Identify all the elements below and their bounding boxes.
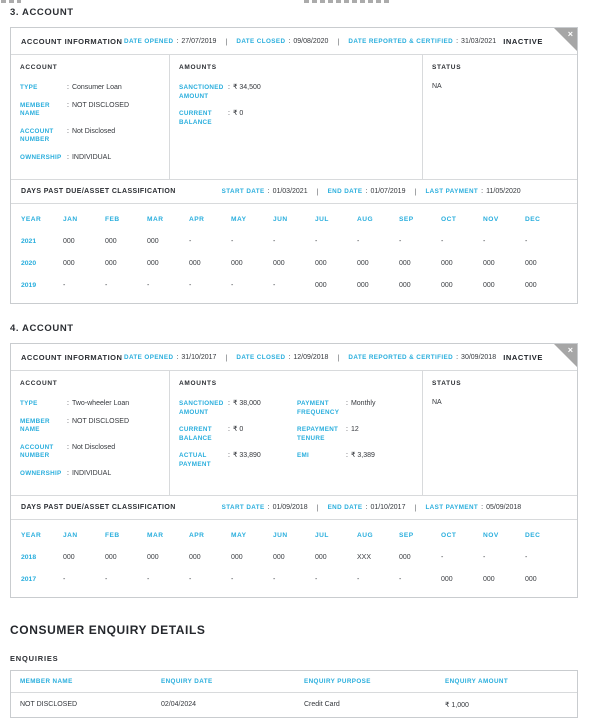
dpd-col-header: YEAR [21,531,42,539]
table-row [11,693,577,717]
dpd-value: - [357,237,360,245]
pipe-separator [225,353,227,362]
colon-separator [288,38,290,45]
start-date-value: 01/03/2021 [272,188,308,195]
dpd-col-header: APR [189,215,205,223]
close-icon[interactable]: × [567,345,573,355]
field-value: ₹ 3,389 [350,452,375,459]
ownership-field [20,153,160,163]
enquiries-header-row [11,671,577,693]
enq-amount: ₹ 1,000 [445,702,469,709]
pipe-separator [337,353,339,362]
dpd-table [11,203,577,303]
colon-separator [268,504,270,511]
dpd-col-header: JUN [273,531,288,539]
account-info-title: ACCOUNT INFORMATION [21,37,123,46]
date-reported-group [348,354,496,361]
colon-separator [67,101,69,119]
dpd-col-header: OCT [441,215,457,223]
account-3-card [10,27,578,304]
end-date-group [328,504,406,511]
dpd-header-strip [11,179,577,203]
field-value: ₹ 34,500 [232,84,261,91]
dpd-value: 000 [315,281,327,289]
dpd-value: - [399,237,402,245]
colon-separator [228,109,230,127]
dpd-col-header: OCT [441,531,457,539]
field-label: CURRENT BALANCE [179,426,212,442]
field-label: ACCOUNT NUMBER [20,443,54,459]
dpd-col-header: JUL [315,215,329,223]
member-name-field [20,417,160,435]
amounts-panel [169,371,423,495]
dpd-col-header: AUG [357,215,374,223]
dpd-col-header: FEB [105,531,120,539]
enq-purpose: Credit Card [304,701,340,708]
field-value: Two-wheeler Loan [71,400,130,407]
field-label: ACTUAL PAYMENT [179,452,211,468]
start-date-value: 01/09/2018 [272,504,308,511]
end-date-value: 01/07/2019 [370,188,406,195]
field-value: ₹ 38,000 [232,400,261,407]
colon-separator [228,425,230,443]
field-label: TYPE [20,84,38,91]
dpd-value: - [273,237,276,245]
colon-separator [346,399,348,417]
dpd-value: - [231,237,234,245]
colon-separator [346,425,348,443]
status-panel-title: STATUS [432,380,462,387]
date-closed-value: 12/09/2018 [293,354,329,361]
dpd-value: - [273,281,276,289]
dpd-value: 000 [399,259,411,267]
amounts-column [179,399,297,477]
dpd-value: - [441,553,444,561]
dpd-value: 000 [525,259,537,267]
start-date-group [222,188,308,195]
dpd-value: 000 [63,259,75,267]
colon-separator [228,451,230,469]
dpd-value: 000 [147,259,159,267]
dpd-col-header: DEC [525,215,541,223]
dpd-value: - [441,237,444,245]
status-badge: INACTIVE [503,37,543,46]
colon-separator [481,504,483,511]
date-reported-value: 31/03/2021 [461,38,497,45]
colon-separator [268,188,270,195]
colon-separator [67,83,69,93]
status-panel-title: STATUS [432,64,462,71]
dpd-value: - [231,281,234,289]
colon-separator [67,469,69,479]
dpd-value: 000 [483,259,495,267]
date-opened-group [124,354,216,361]
dpd-value: - [147,575,150,583]
corner-ribbon [554,28,577,51]
field-label: OWNERSHIP [20,153,62,161]
colon-separator [176,354,178,361]
dpd-value: 000 [483,575,495,583]
dpd-value: 000 [441,281,453,289]
enq-date: 02/04/2024 [161,701,197,708]
date-opened-value: 31/10/2017 [181,354,217,361]
dpd-year: 2018 [21,553,37,561]
date-closed-label: DATE CLOSED [236,354,286,361]
dpd-col-header: DEC [525,531,541,539]
dpd-value: 000 [315,553,327,561]
dpd-col-header: APR [189,531,205,539]
dpd-value: 000 [189,553,201,561]
field-label: SANCTIONED AMOUNT [179,84,224,100]
start-date-label: START DATE [221,188,265,195]
dpd-value: - [273,575,276,583]
dpd-col-header: JAN [63,215,78,223]
amounts-panel-title: AMOUNTS [179,380,217,387]
date-reported-label: DATE REPORTED & CERTIFIED [348,354,454,361]
field-value: ₹ 0 [232,426,244,433]
field-value: ₹ 33,890 [232,452,261,459]
dpd-value: - [189,237,192,245]
pipe-separator [317,187,319,196]
colon-separator [67,417,69,435]
account-panel-title: ACCOUNT [20,380,58,387]
pipe-separator [317,503,319,512]
dpd-col-header: SEP [399,531,414,539]
close-icon[interactable]: × [567,29,573,39]
account-type-field [20,83,160,93]
dpd-col-header: NOV [483,531,499,539]
dpd-value: 000 [273,553,285,561]
start-date-group [222,504,308,511]
field-label: MEMBER NAME [20,417,50,433]
date-reported-group [348,38,496,45]
member-name-field [20,101,160,119]
dpd-col-header: JUN [273,215,288,223]
account-type-field [20,399,160,409]
enq-member-name: NOT DISCLOSED [20,701,78,708]
account-panel-title: ACCOUNT [20,64,58,71]
dpd-value: XXX [357,553,372,561]
account-info-header [11,28,577,55]
date-closed-group [236,38,328,45]
field-value: NOT DISCLOSED [71,101,130,109]
dpd-value: 000 [147,237,159,245]
dpd-value: 000 [105,237,117,245]
dpd-value: 000 [63,553,75,561]
dpd-value: - [483,237,486,245]
dpd-col-header: AUG [357,531,374,539]
field-label: CURRENT BALANCE [179,110,212,126]
amounts-column [179,83,297,135]
dpd-value: - [315,237,318,245]
dpd-value: 000 [315,259,327,267]
colon-separator [456,38,458,45]
dpd-value: 000 [357,281,369,289]
dpd-value: - [189,281,192,289]
colon-separator [365,504,367,511]
dpd-value: - [525,553,528,561]
field-label: SANCTIONED AMOUNT [179,400,224,416]
enq-col-header: MEMBER NAME [20,678,73,685]
last-payment-group [425,504,521,511]
status-badge: INACTIVE [503,353,543,362]
sanctioned-amount-field [179,399,297,417]
repayment-tenure-field [297,425,415,443]
end-date-label: END DATE [327,504,363,511]
colon-separator [67,127,69,145]
status-value: NA [432,399,442,406]
colon-separator [288,354,290,361]
date-opened-label: DATE OPENED [124,354,174,361]
dpd-value: 000 [63,237,75,245]
field-label: MEMBER NAME [20,101,50,117]
field-label: TYPE [20,400,38,407]
dpd-col-header: YEAR [21,215,42,223]
emi-field [297,451,415,461]
dpd-value: 000 [399,281,411,289]
account-info-header [11,344,577,371]
field-value: INDIVIDUAL [71,153,112,161]
field-value: Not Disclosed [71,127,116,135]
dpd-value: - [189,575,192,583]
field-value: ₹ 0 [232,110,244,117]
dpd-year: 2017 [21,575,37,583]
dpd-value: - [105,575,108,583]
account-3-title: 3. ACCOUNT [10,7,74,18]
pipe-separator [337,37,339,46]
dpd-col-header: MAR [147,215,164,223]
account-info-title: ACCOUNT INFORMATION [21,353,123,362]
date-opened-value: 27/07/2019 [181,38,217,45]
cropped-text-fragment [304,0,392,3]
colon-separator [228,83,230,101]
amounts-panel [169,55,423,179]
dpd-value: - [399,575,402,583]
dpd-value: 000 [273,259,285,267]
account-4-title: 4. ACCOUNT [10,323,74,334]
field-label: OWNERSHIP [20,469,62,477]
dpd-value: 000 [231,553,243,561]
enq-col-header: ENQUIRY DATE [161,678,213,685]
colon-separator [365,188,367,195]
field-label: ACCOUNT NUMBER [20,127,54,143]
account-details [11,55,577,179]
dpd-value: 000 [147,553,159,561]
colon-separator [67,443,69,461]
date-closed-label: DATE CLOSED [236,38,286,45]
enquiries-table [10,670,578,718]
dpd-value: - [105,281,108,289]
dpd-value: 000 [441,575,453,583]
status-panel [423,55,577,179]
last-payment-value: 11/05/2020 [486,188,521,195]
date-reported-label: DATE REPORTED & CERTIFIED [348,38,454,45]
current-balance-field [179,425,297,443]
field-value: Consumer Loan [71,84,122,91]
pipe-separator [225,37,227,46]
dpd-col-header: MAR [147,531,164,539]
dpd-value: - [147,281,150,289]
enquiries-subtitle: ENQUIRIES [10,654,59,663]
field-value: 12 [350,426,359,433]
last-payment-label: LAST PAYMENT [425,504,479,511]
dpd-col-header: JUL [315,531,329,539]
dpd-value: 000 [399,553,411,561]
dpd-col-header: SEP [399,215,414,223]
status-panel [423,371,577,495]
status-value: NA [432,83,442,90]
last-payment-label: LAST PAYMENT [425,188,479,195]
colon-separator [176,38,178,45]
dpd-value: 000 [441,259,453,267]
account-number-field [20,127,160,145]
colon-separator [228,399,230,417]
account-details [11,371,577,495]
account-number-field [20,443,160,461]
ownership-field [20,469,160,479]
account-panel [11,55,169,179]
amounts-panel-title: AMOUNTS [179,64,217,71]
field-value: INDIVIDUAL [71,469,112,477]
consumer-enquiry-title: CONSUMER ENQUIRY DETAILS [10,623,206,637]
cropped-text-fragment [1,0,21,3]
sanctioned-amount-field [179,83,297,101]
date-opened-label: DATE OPENED [124,38,174,45]
colon-separator [67,399,69,409]
dpd-value: - [357,575,360,583]
dpd-year: 2021 [21,237,37,245]
date-closed-value: 09/08/2020 [293,38,329,45]
dpd-col-header: NOV [483,215,499,223]
last-payment-group [425,188,520,195]
dpd-value: 000 [525,575,537,583]
dpd-title: DAYS PAST DUE/ASSET CLASSIFICATION [21,188,176,195]
dpd-col-header: JAN [63,531,78,539]
dpd-value: 000 [357,259,369,267]
field-value: Monthly [350,400,376,407]
field-value: Not Disclosed [71,443,116,451]
end-date-group [328,188,406,195]
end-date-value: 01/10/2017 [370,504,406,511]
date-reported-value: 30/09/2018 [461,354,497,361]
enq-col-header: ENQUIRY AMOUNT [445,678,509,685]
account-4-card [10,343,578,598]
dpd-value: 000 [525,281,537,289]
pipe-separator [414,187,416,196]
dpd-value: 000 [231,259,243,267]
account-panel [11,371,169,495]
dpd-header-strip [11,495,577,519]
current-balance-field [179,109,297,127]
field-value: NOT DISCLOSED [71,417,130,425]
colon-separator [67,153,69,163]
date-opened-group [124,38,216,45]
dpd-value: - [315,575,318,583]
dpd-value: - [525,237,528,245]
dpd-col-header: MAY [231,215,247,223]
dpd-year: 2019 [21,281,37,289]
start-date-label: START DATE [221,504,265,511]
dpd-year: 2020 [21,259,37,267]
dpd-value: 000 [105,259,117,267]
corner-ribbon [554,344,577,367]
colon-separator [456,354,458,361]
field-label: REPAYMENT TENURE [297,426,339,442]
dpd-value: 000 [483,281,495,289]
dpd-value: 000 [189,259,201,267]
payment-frequency-field [297,399,415,417]
dpd-title: DAYS PAST DUE/ASSET CLASSIFICATION [21,504,176,511]
dpd-value: - [63,281,66,289]
field-label: EMI [297,452,310,459]
dpd-value: - [483,553,486,561]
colon-separator [346,451,348,461]
actual-payment-field [179,451,297,469]
dpd-value: 000 [105,553,117,561]
dpd-col-header: FEB [105,215,120,223]
amounts-column [297,399,415,477]
colon-separator [481,188,483,195]
pipe-separator [414,503,416,512]
dpd-value: - [231,575,234,583]
dpd-table [11,519,577,597]
enq-col-header: ENQUIRY PURPOSE [304,678,371,685]
field-label: PAYMENT FREQUENCY [297,400,340,416]
end-date-label: END DATE [327,188,363,195]
last-payment-value: 05/09/2018 [486,504,522,511]
date-closed-group [236,354,328,361]
dpd-col-header: MAY [231,531,247,539]
dpd-value: - [63,575,66,583]
